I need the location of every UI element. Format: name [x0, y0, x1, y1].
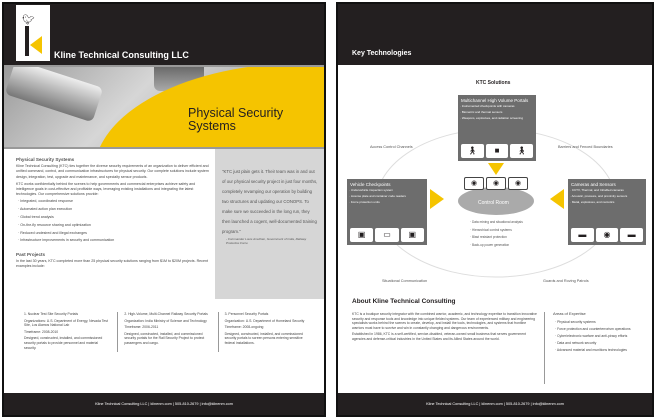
monitor-icon: ◉	[486, 177, 506, 190]
label-barriers: Barriers and Fenced Boundaries	[558, 145, 613, 149]
list-item: · Reduced undesired and illegal exchanges	[24, 231, 212, 236]
monitor-icon: ◉	[464, 177, 484, 190]
diagram-title: KTC Solutions	[476, 80, 511, 86]
crow-icon: 🐦︎	[22, 15, 35, 26]
arrow-left	[550, 189, 564, 209]
projects-list	[18, 312, 318, 352]
testimonial-quote	[215, 149, 326, 299]
car-icon: ▣	[350, 228, 373, 242]
solutions-diagram	[338, 65, 654, 295]
ktc-logo	[16, 5, 50, 61]
camera-icon: ▬	[620, 228, 643, 242]
brochure-page-1	[2, 2, 326, 417]
control-room-list: · Data mining and situational analysis · Hierarchical control systems · Blast resistant protection · Back-up power generation	[476, 220, 523, 250]
list-item: · Global trend analysis	[24, 215, 212, 220]
about-section	[352, 298, 642, 353]
paragraph: KTC works confidentially behind the scenes to help governments and commercial enterprises achieve safety and intelligence goals in cost-effective and profitable ways, leveraging existing installations and integrating the latest technologies. Our comprehensive solutions provide:	[16, 181, 196, 197]
list-item: · On-the-fly resource sharing and optimization	[24, 223, 212, 228]
project-item: 2. High-Volume, Multi-Channel Railway Security Portals Organization: India Ministry of Science and Technology Timeframe: 2006-2011 Designed, constructed, installed, and commissioned security portals for the Rail Security Project to protect passengers and cargo.	[118, 312, 218, 352]
label-situational: Situational Communication	[382, 279, 428, 283]
paragraph: Kline Technical Consulting (KTC) ties together the diverse security requirements of an organization to deliver efficient and unified command, control, and communication infrastructures for physical security. Our complete solutions include system design, integration, test, upgrade and maintenance, and specialty sensor products.	[16, 164, 209, 179]
luggage-icon: ■	[486, 144, 509, 158]
paragraph: Established in 1986, KTC is a self-certified, service-disabled, veteran-owned small business that serves government agencies and defense-critical industries in the United States and its Allied States around the world.	[352, 332, 526, 341]
page-title: Key Technologies	[352, 50, 412, 57]
label-access-control: Access Control Channels	[370, 145, 413, 149]
project-item: 1. Nuclear Test Site Security Portals Organizations: U.S. Department of Energy, Nevada Test Site, Los Alamos National Lab Timeframe: 2008-2010 Designed, constructed, installed, and commissioned security portals to provide personnel and material security.	[18, 312, 118, 352]
page-footer: Kline Technical Consulting LLC | klinenm.com | 505-810-2679 | info@klinenm.com	[4, 393, 324, 415]
camera-image	[5, 65, 104, 122]
company-name: Kline Technical Consulting LLC	[54, 50, 189, 60]
page-footer: Kline Technical Consulting LLC | klinenm.com | 505-810-2679 | info@klinenm.com	[338, 393, 652, 415]
page-header	[4, 4, 324, 65]
control-room-label: Control Room	[478, 200, 509, 206]
portals-box: Multichannel High Volume Portals · Instrumented checkpoints with cameras · Biometric and thermal sensors · Weapons, explosives, and radiation screening 🚶︎ ■ 🚶︎	[458, 95, 536, 161]
paragraph: KTC is a boutique security integrator with the combined warrior, academic, and technology expertise to transition innovative security and response tools and knowledge into unique fielded systems. Our team of experienced military and engineering specialists works behind the scenes to create, develop, and install the tools, technologies, and systems that frontline warriors must have to survive and win in constantly changing and dangerous environments.	[352, 312, 537, 330]
license-plate-icon: ▭	[375, 228, 398, 242]
arrow-right	[430, 189, 444, 209]
quote-text: "KTC just plain gets it. Their team was in and out of our physical security project in just four months, completely revamping our operation by building two structures and updating our CONOPS. To make sure we succeeded in the long run, they then launched a cogent, well-documented training program."	[222, 169, 318, 234]
list-item: · Automated action plan execution	[24, 207, 212, 212]
brochure-page-2	[336, 2, 654, 417]
section-title: Physical Security Systems	[16, 157, 75, 162]
page-header	[338, 4, 652, 65]
vehicle-checkpoints-box: Vehicle Checkpoints · Undervehicle inspection system · License plate and container code readers · Force protection units ▣ ▭ ▣	[347, 179, 427, 245]
arrow-down	[488, 163, 504, 175]
project-item: 3. Personnel Security Portals Organization: U.S. Department of Homeland Security Timeframe: 2008-ongoing Designed, constructed, installed, and commissioned security portals to screen persons entering sensitive federal installations.	[224, 312, 305, 345]
car-icon: ▣	[401, 228, 424, 242]
monitor-icons	[464, 177, 528, 190]
monitor-icon: ◉	[508, 177, 528, 190]
past-projects-title: Past Projects	[16, 251, 46, 257]
benefits-list	[20, 199, 212, 243]
intro-section	[16, 157, 212, 271]
hero-banner	[4, 65, 324, 149]
portal-icon: 🚶︎	[461, 144, 484, 158]
expertise-list: Areas of Expertise · Physical security systems · Force protection and counterterrorism operations · Cyber/electronic warfare and anti-piracy efforts · Data and network security · Advanced material and munitions technologies	[544, 312, 644, 384]
portal-icon: 🚶︎	[510, 144, 533, 158]
hero-title: Physical Security Systems	[188, 106, 284, 133]
camera-icon: ▬	[571, 228, 594, 242]
list-item: · Infrastructure improvements in security and communication	[24, 238, 212, 243]
label-guards: Guards and Roving Patrols	[543, 279, 589, 283]
cameras-sensors-box: Cameras and Sensors · CCTV, Thermal, and InfraRed cameras · Acoustic, pressure, and proximity sensors · Metal, explosives, and narcotics ▬ ◉ ▬	[568, 179, 646, 245]
about-title: About Kline Technical Consulting	[352, 298, 456, 305]
quote-attribution: - Commander Louis Amuthan, Government of India, Railway Protective Force	[226, 237, 307, 245]
list-item: · Integrated, coordinated response	[24, 199, 212, 204]
fingerprint-icon: ◉	[596, 228, 619, 242]
paragraph: In the last 30 years, KTC completed more than 25 physical security solutions ranging from $1M to $20M projects. Recent examples include:	[16, 258, 208, 269]
